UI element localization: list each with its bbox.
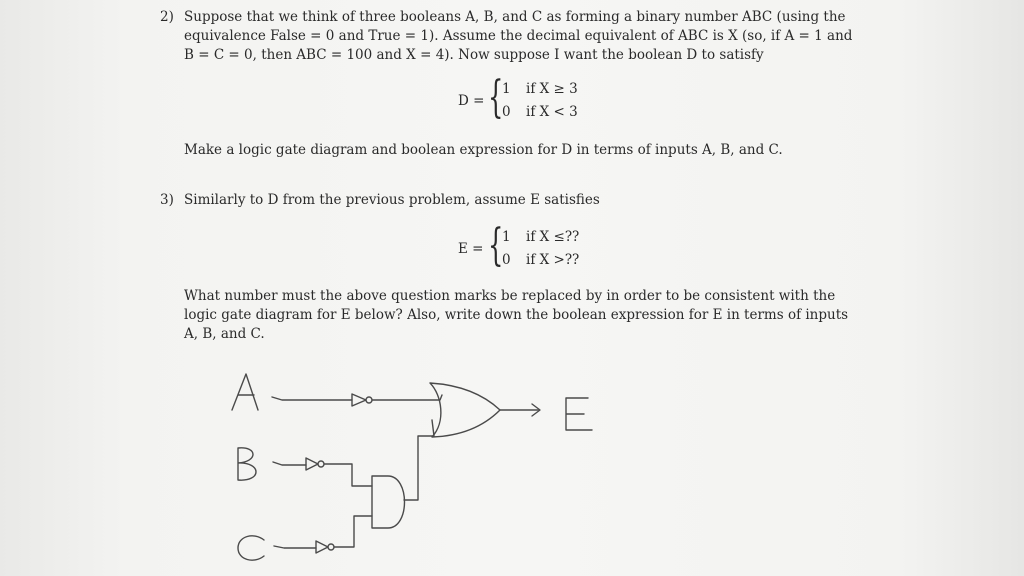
problem-3-line-1: What number must the above question marks be replaced by in order to be consistent with the (184, 288, 836, 304)
not-gate-a-bubble (366, 397, 372, 403)
label-b-glyph (238, 448, 256, 480)
label-e-glyph (566, 398, 592, 430)
problem-3-line-3: A, B, and C. (184, 326, 265, 342)
wire-and-out (404, 420, 434, 500)
not-gate-c (316, 541, 328, 553)
equation-d-case-2-value: 0 (502, 104, 511, 120)
problem-2-line-3: B = C = 0, then ABC = 100 and X = 4). Now suppose I want the boolean D to satisfy (184, 47, 764, 63)
equation-d-lhs: D = (458, 93, 485, 109)
problem-3-intro: Similarly to D from the previous problem, assume E satisfies (184, 192, 600, 208)
problem-2-number: 2) (160, 9, 174, 25)
wire-c-out (334, 516, 372, 547)
label-c-glyph (238, 536, 264, 560)
problem-2-line-2: equivalence False = 0 and True = 1). Assume the decimal equivalent of ABC is X (so, if A = 1 and (184, 28, 853, 44)
and-gate (372, 476, 405, 528)
label-a-glyph (232, 374, 258, 410)
problem-2-instruction: Make a logic gate diagram and boolean expression for D in terms of inputs A, B, and C. (184, 142, 783, 158)
equation-e-case-1-value: 1 (502, 229, 511, 245)
wire-a-out (372, 395, 442, 400)
equation-e-case-2-value: 0 (502, 252, 511, 268)
not-gate-b (306, 458, 318, 470)
equation-e-brace: { (488, 220, 504, 271)
equation-d-case-1-condition: if X ≥ 3 (526, 81, 578, 97)
problem-3-number: 3) (160, 192, 174, 208)
equation-d-brace: { (488, 72, 504, 123)
equation-e-case-1-condition: if X ≤?? (526, 229, 580, 245)
not-gate-c-bubble (328, 544, 334, 550)
problem-2-line-1: Suppose that we think of three booleans A, B, and C as forming a binary number ABC (using the (184, 9, 846, 25)
equation-e-lhs: E = (458, 241, 484, 257)
wire-b-out (324, 464, 372, 486)
equation-d-case-1-value: 1 (502, 81, 511, 97)
or-gate (430, 383, 500, 437)
not-gate-a (352, 394, 366, 406)
not-gate-b-bubble (318, 461, 324, 467)
wire-b (273, 462, 306, 465)
equation-d-case-2-condition: if X < 3 (526, 104, 578, 120)
equation-e-case-2-condition: if X >?? (526, 252, 580, 268)
wire-a (272, 397, 352, 400)
wire-c (274, 546, 316, 548)
problem-3-line-2: logic gate diagram for E below? Also, write down the boolean expression for E in terms of inputs (184, 307, 849, 323)
